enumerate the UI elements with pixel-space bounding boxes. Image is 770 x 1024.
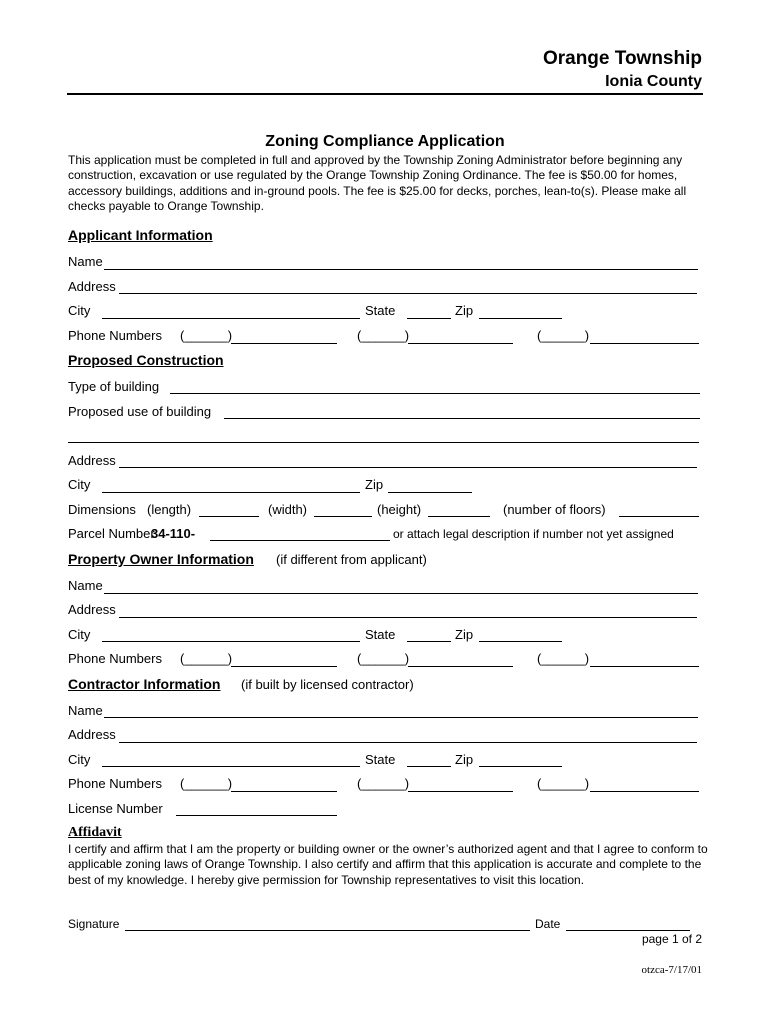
date-field[interactable] [566,930,690,931]
applicant-phone1-area[interactable]: (______) [180,328,233,343]
contractor-city-label: City [68,752,91,767]
owner-name-label: Name [68,578,103,593]
applicant-phone2-area[interactable]: (______) [357,328,410,343]
applicant-phone1-field[interactable] [231,343,337,344]
contractor-state-field[interactable] [407,766,451,767]
parcel-note: or attach legal description if number not yet assigned [393,527,674,541]
building-type-field[interactable] [170,393,700,394]
height-label: (height) [377,502,422,517]
applicant-heading: Applicant Information [68,227,213,243]
contractor-name-label: Name [68,703,103,718]
parcel-label: Parcel Number [68,526,155,541]
contractor-phone3-area[interactable]: (______) [537,776,590,791]
applicant-name-field[interactable] [104,269,698,270]
owner-city-label: City [68,627,91,642]
applicant-phone3-field[interactable] [590,343,699,344]
applicant-phone3-area[interactable]: (______) [537,328,590,343]
owner-heading [68,551,254,567]
owner-zip-label: Zip [455,627,474,642]
owner-phone2-field[interactable] [408,666,513,667]
parcel-number-field[interactable] [210,540,390,541]
site-address-field[interactable] [119,467,697,468]
owner-phone-label: Phone Numbers [68,651,162,666]
license-label: License Number [68,801,163,816]
applicant-phone-label: Phone Numbers [68,328,162,343]
date-label: Date [535,917,561,931]
width-label: (width) [268,502,308,517]
county-name: Ionia County [605,73,702,90]
owner-phone3-field[interactable] [590,666,699,667]
owner-phone1-area[interactable]: (______) [180,651,233,666]
owner-zip-field[interactable] [479,641,562,642]
contractor-address-field[interactable] [119,742,697,743]
owner-note: (if different from applicant) [276,552,427,567]
owner-state-label: State [365,627,396,642]
length-label: (length) [147,502,192,517]
intro-text: This application must be completed in full and approved by the Township Zoning Administrator before beginning any construction, excavation or use regulated by the Orange Township Zoning Ordinance. The fee is $50.00 for homes, accessory buildings, additions and in-ground pools. The fee is $25.00 for decks, porches, lean-to(s). Please make all checks payable to Orange Township. [68,153,687,213]
parcel-prefix: 34-110- [151,526,196,541]
applicant-state-field[interactable] [407,318,451,319]
building-use-field-line2[interactable] [68,442,699,443]
site-zip-field[interactable] [388,492,472,493]
contractor-phone2-field[interactable] [408,791,513,792]
page-number: page 1 of 2 [641,932,702,946]
owner-city-field[interactable] [102,641,360,642]
owner-heading-text: Property Owner Information [68,551,254,567]
applicant-state-label: State [365,303,396,318]
site-address-label: Address [68,453,116,468]
applicant-name-label: Name [68,254,103,269]
construction-heading: Proposed Construction [68,352,224,368]
header-rule [67,93,703,95]
building-use-label: Proposed use of building [68,404,212,419]
contractor-city-field[interactable] [102,766,360,767]
contractor-note: (if built by licensed contractor) [241,677,414,692]
contractor-address-label: Address [68,727,116,742]
contractor-phone1-area[interactable]: (______) [180,776,233,791]
height-field[interactable] [428,516,490,517]
signature-field[interactable] [125,930,530,931]
applicant-address-field[interactable] [119,293,697,294]
signature-label: Signature [68,917,120,931]
applicant-city-field[interactable] [102,318,360,319]
width-field[interactable] [314,516,372,517]
building-type-label: Type of building [68,379,160,394]
owner-phone2-area[interactable]: (______) [357,651,410,666]
owner-address-label: Address [68,602,116,617]
form-code: otzca-7/17/01 [641,964,702,976]
site-city-label: City [68,477,91,492]
applicant-zip-field[interactable] [479,318,562,319]
applicant-zip-label: Zip [455,303,474,318]
contractor-heading [68,676,220,692]
contractor-phone3-field[interactable] [590,791,699,792]
contractor-phone-label: Phone Numbers [68,776,162,791]
site-zip-label: Zip [365,477,384,492]
applicant-city-label: City [68,303,91,318]
floors-field[interactable] [619,516,699,517]
contractor-state-label: State [365,752,396,767]
owner-phone1-field[interactable] [231,666,337,667]
affidavit-heading: Affidavit [68,825,122,840]
contractor-heading-text: Contractor Information [68,676,221,692]
contractor-name-field[interactable] [104,717,698,718]
applicant-phone2-field[interactable] [408,343,513,344]
owner-name-field[interactable] [104,593,698,594]
owner-state-field[interactable] [407,641,451,642]
contractor-zip-label: Zip [455,752,474,767]
owner-address-field[interactable] [119,617,697,618]
owner-phone3-area[interactable]: (______) [537,651,590,666]
applicant-address-label: Address [68,279,116,294]
license-field[interactable] [176,815,337,816]
contractor-zip-field[interactable] [479,766,562,767]
floors-label: (number of floors) [503,502,606,517]
building-use-field[interactable] [224,418,700,419]
form-title: Zoning Compliance Application [265,133,505,150]
affidavit-text: I certify and affirm that I am the property or building owner or the owner’s authorized agent and that I agree to conform to applicable zoning laws of Orange Township. I also certify and affirm that this application is accurate and complete to the best of my knowledge. I hereby give permission for Township representatives to visit this location. [68,842,708,887]
contractor-phone1-field[interactable] [231,791,337,792]
township-name: Orange Township [542,48,702,69]
dimensions-label: Dimensions [68,502,136,517]
length-field[interactable] [199,516,259,517]
contractor-phone2-area[interactable]: (______) [357,776,410,791]
site-city-field[interactable] [102,492,360,493]
